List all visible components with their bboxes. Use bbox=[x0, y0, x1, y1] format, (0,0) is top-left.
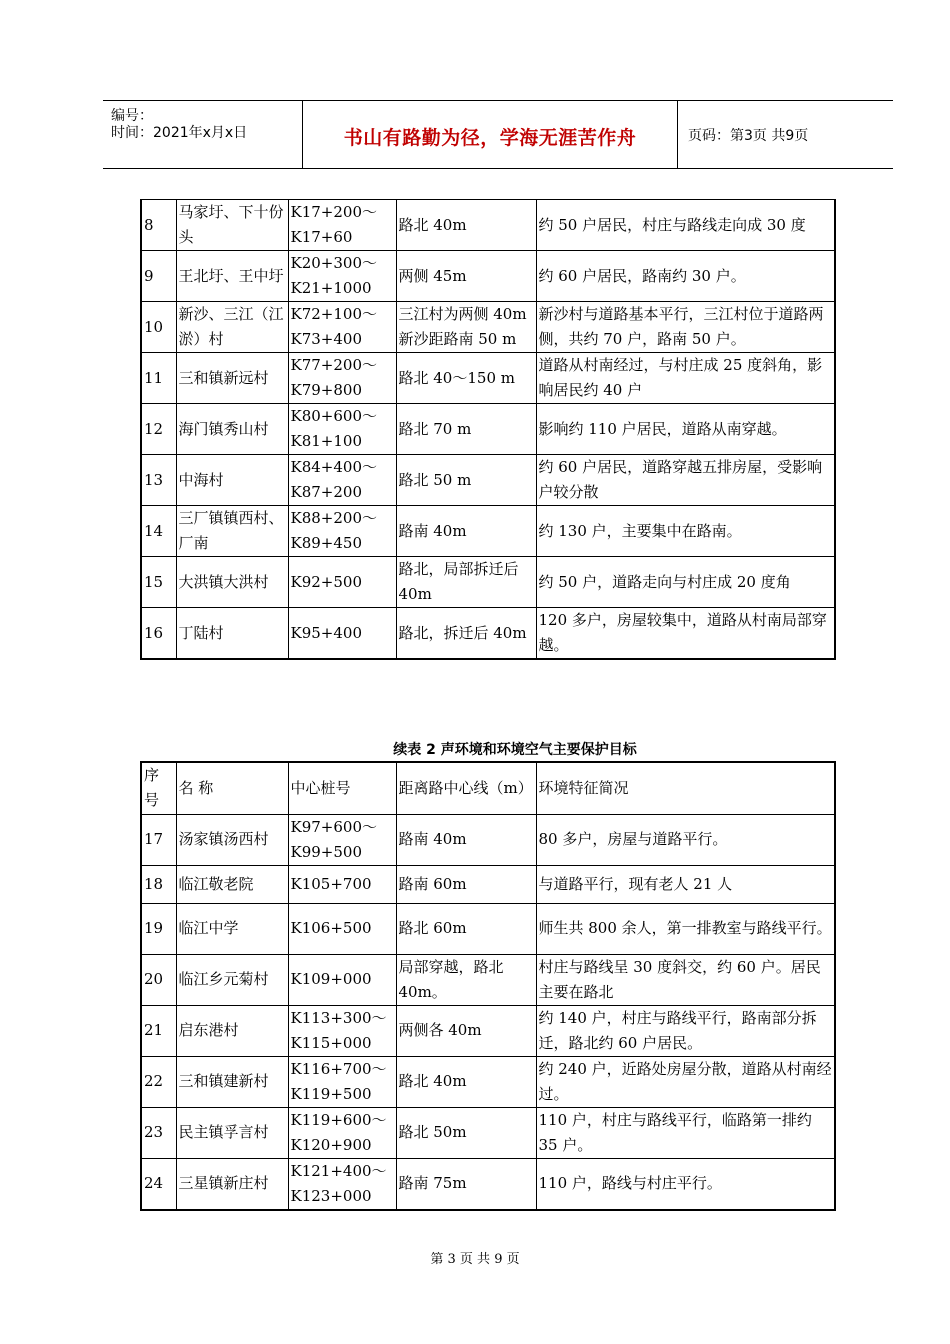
row-station: K113+300～K115+000 bbox=[288, 1005, 396, 1056]
row-number: 20 bbox=[141, 954, 176, 1005]
row-station: K92+500 bbox=[288, 557, 396, 608]
row-number: 18 bbox=[141, 865, 176, 903]
row-description: 与道路平行，现有老人 21 人 bbox=[536, 865, 835, 903]
row-description: 80 多户，房屋与道路平行。 bbox=[536, 814, 835, 865]
row-distance: 局部穿越，路北 40m。 bbox=[396, 954, 536, 1005]
row-description: 约 130 户，主要集中在路南。 bbox=[536, 506, 835, 557]
row-distance: 路北 70 m bbox=[396, 404, 536, 455]
row-number: 19 bbox=[141, 903, 176, 954]
row-description: 道路从村南经过，与村庄成 25 度斜角，影响居民约 40 户 bbox=[536, 353, 835, 404]
row-number: 9 bbox=[141, 251, 176, 302]
table-row bbox=[141, 1056, 835, 1107]
row-name: 临江乡元菊村 bbox=[176, 954, 288, 1005]
row-name: 启东港村 bbox=[176, 1005, 288, 1056]
row-distance: 两侧 45m bbox=[396, 251, 536, 302]
row-station: K20+300～K21+1000 bbox=[288, 251, 396, 302]
row-number: 11 bbox=[141, 353, 176, 404]
row-station: K105+700 bbox=[288, 865, 396, 903]
page-header bbox=[103, 100, 893, 169]
row-number: 15 bbox=[141, 557, 176, 608]
row-distance: 路北 40～150 m bbox=[396, 353, 536, 404]
table-row bbox=[141, 404, 835, 455]
table-row bbox=[141, 251, 835, 302]
row-description: 约 140 户，村庄与路线平行，路南部分拆迁，路北约 60 户居民。 bbox=[536, 1005, 835, 1056]
row-name: 海门镇秀山村 bbox=[176, 404, 288, 455]
table-row bbox=[141, 302, 835, 353]
document-number-label: 编号： bbox=[111, 108, 153, 124]
row-name: 中海村 bbox=[176, 455, 288, 506]
row-station: K95+400 bbox=[288, 608, 396, 660]
table-row bbox=[141, 608, 835, 660]
table-row bbox=[141, 903, 835, 954]
row-station: K72+100～K73+400 bbox=[288, 302, 396, 353]
row-station: K119+600～K120+900 bbox=[288, 1107, 396, 1158]
row-distance: 路北 40m bbox=[396, 200, 536, 251]
row-station: K116+700～K119+500 bbox=[288, 1056, 396, 1107]
row-description: 110 户，村庄与路线平行，临路第一排约 35 户。 bbox=[536, 1107, 835, 1158]
row-description: 新沙村与道路基本平行，三江村位于道路两侧，共约 70 户，路南 50 户。 bbox=[536, 302, 835, 353]
row-number: 14 bbox=[141, 506, 176, 557]
table-row bbox=[141, 954, 835, 1005]
table-row bbox=[141, 557, 835, 608]
row-description: 影响约 110 户居民，道路从南穿越。 bbox=[536, 404, 835, 455]
row-number: 13 bbox=[141, 455, 176, 506]
row-description: 约 240 户，近路处房屋分散，道路从村南经过。 bbox=[536, 1056, 835, 1107]
row-station: K109+000 bbox=[288, 954, 396, 1005]
row-name: 临江敬老院 bbox=[176, 865, 288, 903]
header-description: 环境特征简况 bbox=[536, 762, 835, 814]
row-distance: 路北 50 m bbox=[396, 455, 536, 506]
row-name: 三厂镇镇西村、厂南 bbox=[176, 506, 288, 557]
row-name: 新沙、三江（江淤）村 bbox=[176, 302, 288, 353]
header-name: 名 称 bbox=[176, 762, 288, 814]
row-distance: 路北 40m bbox=[396, 1056, 536, 1107]
row-station: K77+200～K79+800 bbox=[288, 353, 396, 404]
row-distance: 路北 60m bbox=[396, 903, 536, 954]
table-header-row bbox=[141, 762, 835, 814]
row-description: 110 户，路线与村庄平行。 bbox=[536, 1158, 835, 1210]
row-distance: 三江村为两侧 40m 新沙距路南 50 m bbox=[396, 302, 536, 353]
document-time-label: 时间：2021年x月x日 bbox=[111, 125, 248, 141]
row-number: 24 bbox=[141, 1158, 176, 1210]
header-page-info: 页码：第3页 共9页 bbox=[688, 128, 809, 144]
row-name: 三和镇新远村 bbox=[176, 353, 288, 404]
row-number: 23 bbox=[141, 1107, 176, 1158]
row-station: K88+200～K89+450 bbox=[288, 506, 396, 557]
header-motto: 书山有路勤为径，学海无涯苦作舟 bbox=[343, 127, 637, 149]
table-row bbox=[141, 1158, 835, 1210]
table-row bbox=[141, 506, 835, 557]
row-description: 120 多户，房屋较集中，道路从村南局部穿越。 bbox=[536, 608, 835, 660]
row-name: 汤家镇汤西村 bbox=[176, 814, 288, 865]
row-name: 王北圩、王中圩 bbox=[176, 251, 288, 302]
row-number: 12 bbox=[141, 404, 176, 455]
row-description: 约 60 户居民，路南约 30 户。 bbox=[536, 251, 835, 302]
row-name: 马家圩、下十份头 bbox=[176, 200, 288, 251]
row-description: 师生共 800 余人，第一排教室与路线平行。 bbox=[536, 903, 835, 954]
row-station: K97+600～K99+500 bbox=[288, 814, 396, 865]
row-distance: 路南 40m bbox=[396, 814, 536, 865]
row-name: 丁陆村 bbox=[176, 608, 288, 660]
row-name: 临江中学 bbox=[176, 903, 288, 954]
row-station: K17+200～K17+60 bbox=[288, 200, 396, 251]
row-description: 约 50 户居民，村庄与路线走向成 30 度 bbox=[536, 200, 835, 251]
row-station: K106+500 bbox=[288, 903, 396, 954]
table-row bbox=[141, 353, 835, 404]
row-distance: 路南 75m bbox=[396, 1158, 536, 1210]
table-row bbox=[141, 865, 835, 903]
row-station: K80+600～K81+100 bbox=[288, 404, 396, 455]
row-distance: 路北 50m bbox=[396, 1107, 536, 1158]
header-station: 中心桩号 bbox=[288, 762, 396, 814]
row-number: 16 bbox=[141, 608, 176, 660]
row-distance: 路南 40m bbox=[396, 506, 536, 557]
row-number: 8 bbox=[141, 200, 176, 251]
protection-targets-table-part1 bbox=[140, 199, 836, 660]
header-no: 序号 bbox=[141, 762, 176, 814]
row-number: 22 bbox=[141, 1056, 176, 1107]
row-name: 大洪镇大洪村 bbox=[176, 557, 288, 608]
row-number: 10 bbox=[141, 302, 176, 353]
row-distance: 路北，局部拆迁后 40m bbox=[396, 557, 536, 608]
protection-targets-table-part2 bbox=[140, 761, 836, 1211]
page-footer: 第 3 页 共 9 页 bbox=[430, 1252, 520, 1267]
row-distance: 路南 60m bbox=[396, 865, 536, 903]
row-name: 三星镇新庄村 bbox=[176, 1158, 288, 1210]
row-name: 民主镇孚言村 bbox=[176, 1107, 288, 1158]
table-row bbox=[141, 1107, 835, 1158]
row-station: K121+400～K123+000 bbox=[288, 1158, 396, 1210]
row-number: 17 bbox=[141, 814, 176, 865]
row-station: K84+400～K87+200 bbox=[288, 455, 396, 506]
row-description: 约 60 户居民，道路穿越五排房屋，受影响户较分散 bbox=[536, 455, 835, 506]
header-distance: 距离路中心线（m） bbox=[396, 762, 536, 814]
header-meta bbox=[103, 101, 303, 168]
table-row bbox=[141, 814, 835, 865]
row-distance: 两侧各 40m bbox=[396, 1005, 536, 1056]
row-distance: 路北，拆迁后 40m bbox=[396, 608, 536, 660]
table-caption: 续表 2 声环境和环境空气主要保护目标 bbox=[393, 742, 637, 758]
header-motto-cell bbox=[303, 101, 678, 168]
table-row bbox=[141, 1005, 835, 1056]
row-description: 村庄与路线呈 30 度斜交，约 60 户。居民主要在路北 bbox=[536, 954, 835, 1005]
header-page-cell bbox=[678, 101, 893, 168]
row-number: 21 bbox=[141, 1005, 176, 1056]
table-row bbox=[141, 200, 835, 251]
row-description: 约 50 户，道路走向与村庄成 20 度角 bbox=[536, 557, 835, 608]
table-row bbox=[141, 455, 835, 506]
row-name: 三和镇建新村 bbox=[176, 1056, 288, 1107]
